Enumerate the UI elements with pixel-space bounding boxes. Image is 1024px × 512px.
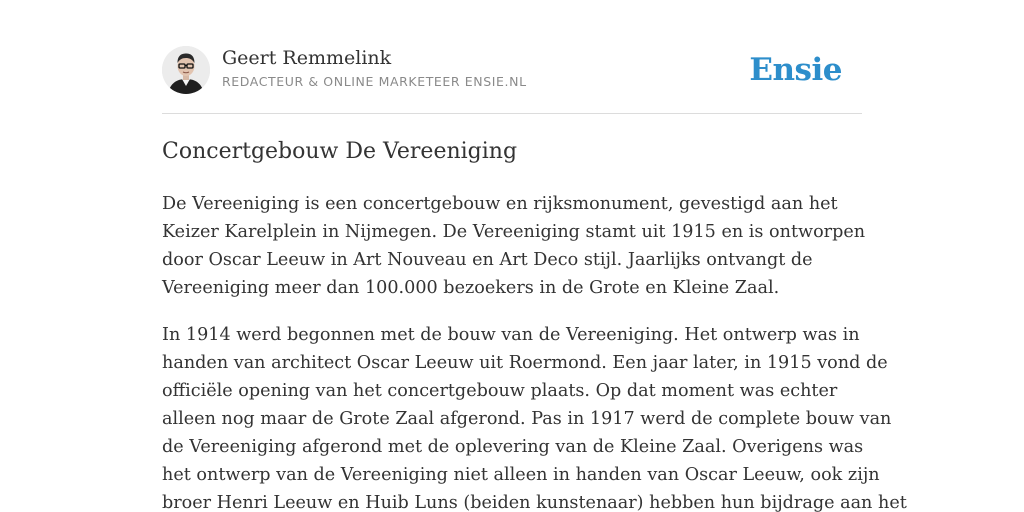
text-line: Vereeniging meer dan 100.000 bezoekers in de Grote en Kleine Zaal. xyxy=(162,278,780,298)
author-avatar[interactable] xyxy=(162,46,210,94)
author-name[interactable]: Geert Remmelink xyxy=(222,47,392,69)
article-body xyxy=(162,190,907,512)
text-line: handen van architect Oscar Leeuw uit Roermond. Een jaar later, in 1915 vond de xyxy=(162,353,888,373)
text-line: De Vereeniging is een concertgebouw en rijksmonument, gevestigd aan het xyxy=(162,194,838,214)
text-line: Keizer Karelplein in Nijmegen. De Vereeniging stamt uit 1915 en is ontworpen xyxy=(162,222,866,242)
text-line: de Vereeniging afgerond met de oplevering van de Kleine Zaal. Overigens was xyxy=(162,437,864,457)
header-divider xyxy=(162,113,862,114)
paragraph-2 xyxy=(162,321,907,512)
ensie-logo[interactable]: Ensie xyxy=(749,52,842,88)
paragraph-1 xyxy=(162,190,866,302)
text-line: het ontwerp van de Vereeniging niet alleen in handen van Oscar Leeuw, ook zijn xyxy=(162,465,880,485)
text-line: In 1914 werd begonnen met de bouw van de Vereeniging. Het ontwerp was in xyxy=(162,325,860,345)
text-line: door Oscar Leeuw in Art Nouveau en Art Deco stijl. Jaarlijks ontvangt de xyxy=(162,250,813,270)
text-line: alleen nog maar de Grote Zaal afgerond. Pas in 1917 werd de complete bouw van xyxy=(162,409,892,429)
person-with-glasses-icon xyxy=(162,46,210,94)
text-line: officiële opening van het concertgebouw plaats. Op dat moment was echter xyxy=(162,381,838,401)
author-role: REDACTEUR & ONLINE MARKETEER ENSIE.NL xyxy=(222,74,527,89)
author-header xyxy=(162,46,862,96)
text-line: broer Henri Leeuw en Huib Luns (beiden kunstenaar) hebben hun bijdrage aan het xyxy=(162,493,907,512)
article-title: Concertgebouw De Vereeniging xyxy=(162,139,518,164)
